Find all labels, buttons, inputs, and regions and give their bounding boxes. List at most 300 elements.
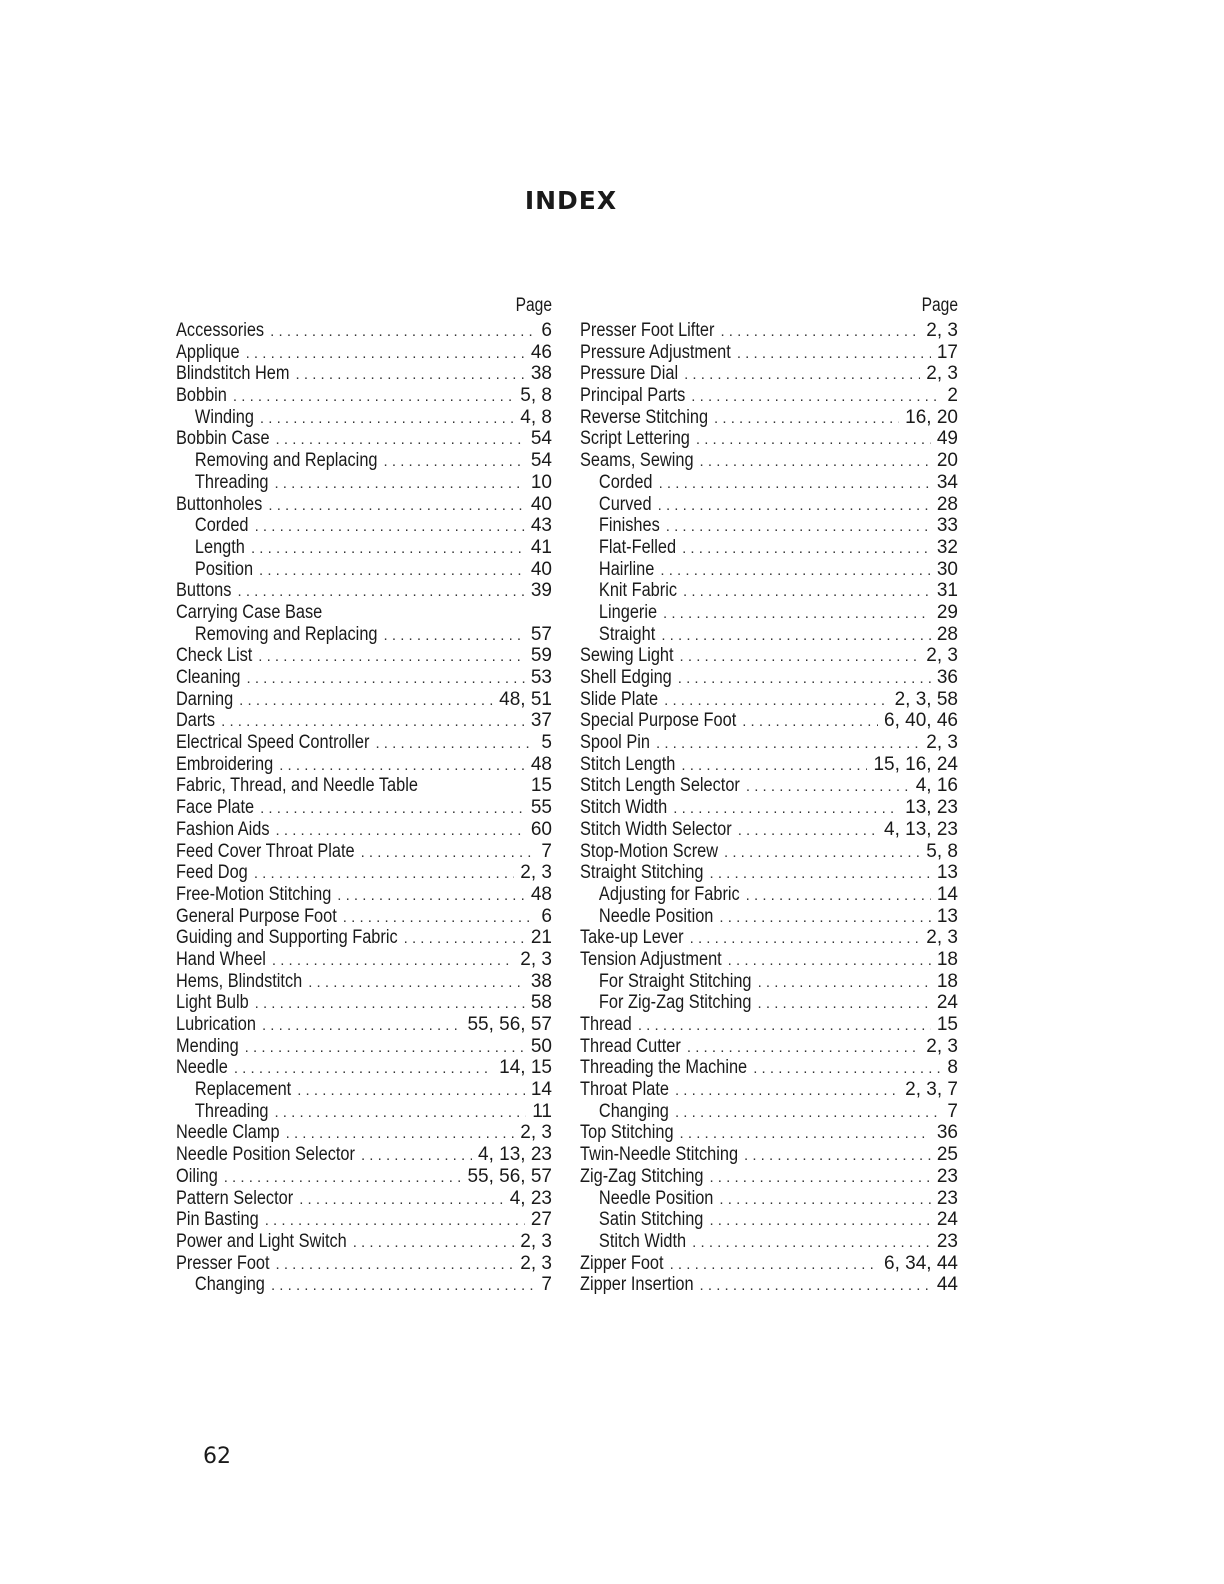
index-term: Top Stitching: [580, 1122, 674, 1144]
index-entry: [176, 1079, 552, 1101]
index-page-ref: 54: [530, 428, 552, 450]
index-page-ref: 13, 23: [905, 797, 958, 819]
index-page-ref: 6, 34, 44: [884, 1252, 958, 1274]
index-page-ref: 49: [936, 428, 958, 450]
dot-leader: [682, 538, 931, 559]
index-page-ref: 37: [530, 710, 552, 732]
index-entry: [580, 906, 958, 928]
index-page-ref: 6: [541, 320, 552, 341]
index-page-ref: 18: [936, 948, 958, 970]
dot-leader: [247, 668, 525, 689]
index-page-ref: 48, 51: [499, 688, 552, 710]
dot-leader: [270, 321, 535, 342]
index-page-ref: 16, 20: [905, 406, 958, 428]
index-page-ref: 2, 3: [520, 862, 552, 884]
index-entry: [580, 645, 958, 667]
index-page-ref: 31: [936, 580, 958, 602]
index-term: Threading: [194, 1100, 269, 1122]
dot-leader: [274, 473, 524, 494]
index-page-ref: 2, 3: [520, 1252, 552, 1274]
index-entry: [176, 645, 552, 667]
index-page-ref: 2, 3, 58: [894, 688, 958, 710]
index-page-ref: 4, 23: [509, 1187, 552, 1209]
index-page-ref: 29: [936, 601, 958, 623]
index-term: Fashion Aids: [176, 818, 270, 840]
index-term: Needle Position: [598, 1187, 714, 1209]
index-page-ref: 6, 40, 46: [884, 710, 958, 732]
dot-leader: [663, 603, 931, 624]
index-page-ref: 39: [530, 580, 552, 602]
index-term: Changing: [194, 1274, 265, 1296]
index-page-ref: 7: [541, 1274, 552, 1296]
index-term: Darts: [176, 710, 216, 732]
index-term: Take-up Lever: [580, 927, 684, 949]
index-term: Zipper Insertion: [580, 1274, 694, 1296]
dot-leader: [664, 690, 889, 711]
index-page-ref: 38: [530, 363, 552, 385]
index-entry-list: [580, 320, 958, 1296]
index-term: Bobbin: [176, 385, 227, 407]
index-page-ref: 48: [530, 883, 552, 905]
index-term: Fabric, Thread, and Needle Table: [176, 775, 418, 797]
index-page-ref: 8: [947, 1057, 958, 1079]
index-entry: [580, 1144, 958, 1166]
dot-leader: [680, 1123, 931, 1144]
dot-leader: [375, 733, 535, 754]
index-entry: [580, 1231, 958, 1253]
dot-leader: [675, 1102, 941, 1123]
dot-leader: [246, 343, 525, 364]
index-page-ref: 17: [936, 341, 958, 363]
dot-leader: [384, 451, 525, 472]
index-page-ref: 55, 56, 57: [467, 1014, 552, 1035]
index-term: Zipper Foot: [580, 1252, 664, 1274]
index-entry: [176, 1122, 552, 1144]
index-term: Feed Cover Throat Plate: [176, 840, 355, 862]
index-term: Removing and Replacing: [194, 623, 378, 645]
index-entry: [580, 710, 958, 732]
index-page-ref: 4, 8: [520, 406, 552, 428]
dot-leader: [753, 1058, 941, 1079]
index-page-ref: 23: [936, 1230, 958, 1252]
dot-leader: [276, 429, 525, 450]
dot-leader: [690, 928, 921, 949]
index-page-ref: 54: [530, 450, 552, 472]
index-term: Position: [194, 558, 254, 580]
index-entry: [580, 1122, 958, 1144]
dot-leader: [696, 429, 931, 450]
dot-leader: [700, 451, 931, 472]
dot-leader: [260, 798, 525, 819]
index-term: Script Lettering: [580, 428, 690, 450]
dot-leader: [692, 1232, 931, 1253]
dot-leader: [700, 1275, 931, 1296]
index-entry: [580, 1057, 958, 1079]
index-term: Accessories: [176, 320, 265, 341]
index-term: Spool Pin: [580, 732, 650, 754]
index-term: Oiling: [176, 1165, 218, 1187]
index-term: Corded: [598, 471, 653, 493]
dot-leader: [670, 1254, 878, 1275]
index-term: Pressure Adjustment: [580, 341, 731, 363]
index-title: INDEX: [524, 186, 618, 215]
index-page-ref: 2, 3: [926, 320, 958, 341]
index-entry: [580, 320, 958, 342]
index-term: Bobbin Case: [176, 428, 270, 450]
index-entry: [176, 580, 552, 602]
index-term: Buttons: [176, 580, 232, 602]
dot-leader: [276, 820, 525, 841]
dot-leader: [251, 538, 525, 559]
index-entry: [580, 949, 958, 971]
index-term: Principal Parts: [580, 385, 686, 407]
index-term: Threading the Machine: [580, 1057, 748, 1079]
index-entry: [580, 667, 958, 689]
index-entry: [580, 1274, 958, 1296]
index-term: Corded: [194, 515, 249, 537]
dot-leader: [742, 711, 878, 732]
dot-leader: [286, 1123, 515, 1144]
index-term: Needle Clamp: [176, 1122, 280, 1144]
index-entry: [176, 515, 552, 537]
index-term: Free-Motion Stitching: [176, 883, 332, 905]
index-entry: [580, 971, 958, 993]
index-entry: [176, 320, 552, 342]
index-entry: [580, 797, 958, 819]
dot-leader: [276, 1254, 515, 1275]
index-entry: [176, 494, 552, 516]
index-entry: [176, 775, 552, 797]
index-term: Winding: [194, 406, 254, 428]
index-page-ref: 43: [530, 515, 552, 537]
index-page-ref: 34: [936, 471, 958, 493]
index-page-ref: 25: [936, 1144, 958, 1166]
index-term: Thread Cutter: [580, 1035, 681, 1057]
index-term: Buttonholes: [176, 493, 263, 515]
index-term: Slide Plate: [580, 688, 659, 710]
index-term: Stitch Width: [580, 797, 668, 819]
dot-leader: [687, 1037, 920, 1058]
index-term: Darning: [176, 688, 234, 710]
index-page-ref: 13: [936, 905, 958, 927]
index-page-ref: 27: [530, 1209, 552, 1231]
index-entry: [580, 1079, 958, 1101]
index-page-ref: 55, 56, 57: [467, 1165, 552, 1187]
index-term: Pattern Selector: [176, 1187, 294, 1209]
index-page-ref: 14, 15: [499, 1057, 552, 1079]
dot-leader: [254, 863, 514, 884]
index-page-ref: 44: [936, 1274, 958, 1296]
index-entry: [176, 927, 552, 949]
index-term: Feed Dog: [176, 862, 248, 884]
index-entry: [580, 1209, 958, 1231]
index-term: General Purpose Foot: [176, 905, 337, 927]
index-entry: [176, 754, 552, 776]
index-term: Satin Stitching: [598, 1209, 704, 1231]
dot-leader: [258, 646, 525, 667]
dot-leader: [719, 907, 930, 928]
dot-leader: [279, 755, 525, 776]
index-page-ref: 4, 16: [915, 775, 958, 797]
index-term: Hand Wheel: [176, 948, 266, 970]
index-term: Presser Foot: [176, 1252, 270, 1274]
index-page-ref: 40: [530, 558, 552, 580]
index-entry: [176, 710, 552, 732]
index-term: Blindstitch Hem: [176, 363, 290, 385]
dot-leader: [675, 1080, 899, 1101]
index-term: Mending: [176, 1035, 239, 1057]
index-page-ref: 13: [936, 862, 958, 884]
index-entry: [176, 841, 552, 863]
index-entry: [580, 472, 958, 494]
dot-leader: [237, 581, 524, 602]
index-entry: [176, 906, 552, 928]
index-entry: [176, 1209, 552, 1231]
index-term: Face Plate: [176, 797, 255, 819]
index-entry: [176, 1188, 552, 1210]
index-entry: [580, 1188, 958, 1210]
index-term: Embroidering: [176, 753, 274, 775]
dot-leader: [260, 408, 514, 429]
index-term: Guiding and Supporting Fabric: [176, 927, 398, 949]
index-entry: [176, 472, 552, 494]
dot-leader: [691, 386, 941, 407]
index-page-ref: 5, 8: [926, 840, 958, 862]
dot-leader: [709, 1210, 930, 1231]
index-page-ref: 59: [530, 645, 552, 667]
dot-leader: [361, 842, 536, 863]
index-entry: [176, 1231, 552, 1253]
index-term: Sewing Light: [580, 645, 674, 667]
index-term: Cleaning: [176, 667, 241, 688]
index-term: Pin Basting: [176, 1209, 259, 1231]
index-entry: [176, 428, 552, 450]
index-page-ref: 48: [530, 753, 552, 775]
index-entry: [176, 667, 552, 689]
index-term: Lingerie: [598, 601, 658, 623]
dot-leader: [746, 885, 931, 906]
index-entry: [580, 385, 958, 407]
dot-leader: [274, 1102, 526, 1123]
dot-leader: [684, 364, 920, 385]
index-entry: [580, 689, 958, 711]
index-entry: [580, 1101, 958, 1123]
index-page-ref: 23: [936, 1165, 958, 1187]
index-term: Reverse Stitching: [580, 406, 709, 428]
index-entry: [580, 927, 958, 949]
dot-leader: [404, 928, 525, 949]
page-column-header: Page: [515, 295, 552, 316]
index-entry: [580, 1166, 958, 1188]
index-page-ref: 2, 3: [926, 1035, 958, 1057]
dot-leader: [234, 1058, 493, 1079]
index-entry: [176, 537, 552, 559]
dot-leader: [255, 993, 525, 1014]
dot-leader: [271, 1275, 535, 1296]
index-page-ref: 24: [936, 1209, 958, 1231]
dot-leader: [719, 1189, 930, 1210]
index-page-ref: 36: [936, 667, 958, 688]
index-entry: [580, 407, 958, 429]
dot-leader: [738, 820, 878, 841]
index-term: Carrying Case Base: [176, 601, 323, 623]
index-term: Removing and Replacing: [194, 450, 378, 472]
index-term: Seams, Sewing: [580, 450, 694, 472]
index-term: For Straight Stitching: [598, 970, 752, 992]
index-page-ref: 5: [541, 732, 552, 754]
index-term: Stitch Length: [580, 753, 676, 775]
index-term: Finishes: [598, 515, 660, 537]
dot-leader: [296, 364, 525, 385]
index-term: Special Purpose Foot: [580, 710, 737, 732]
index-page-ref: 23: [936, 1187, 958, 1209]
dot-leader: [746, 776, 910, 797]
dot-leader: [343, 907, 536, 928]
index-page-ref: 2, 3: [926, 645, 958, 667]
index-entry: [580, 494, 958, 516]
index-entry: [176, 342, 552, 364]
index-page-ref: 58: [530, 992, 552, 1014]
index-entry: [580, 992, 958, 1014]
index-entry: [580, 363, 958, 385]
index-page-ref: 11: [532, 1100, 552, 1122]
index-page-ref: 55: [530, 797, 552, 819]
index-page-ref: 53: [530, 667, 552, 688]
index-entry: [176, 797, 552, 819]
index-entry: [176, 1274, 552, 1296]
index-term: Needle Position: [598, 905, 714, 927]
index-page-ref: 14: [530, 1079, 552, 1101]
index-term: Thread: [580, 1014, 632, 1035]
dot-leader: [262, 1015, 462, 1036]
index-page-ref: 28: [936, 623, 958, 645]
dot-leader: [737, 343, 931, 364]
index-term: Replacement: [194, 1079, 292, 1101]
index-entry: [176, 1057, 552, 1079]
index-entry: [176, 949, 552, 971]
dot-leader: [709, 863, 930, 884]
index-page-ref: 5, 8: [520, 385, 552, 407]
index-term: Knit Fabric: [598, 580, 678, 602]
index-entry: [580, 884, 958, 906]
dot-leader: [638, 1015, 931, 1036]
index-page-ref: 15: [936, 1014, 958, 1035]
index-page-ref: 18: [936, 970, 958, 992]
index-page-ref: 2, 3: [520, 948, 552, 970]
index-entry: [580, 1036, 958, 1058]
index-entry: [580, 624, 958, 646]
index-column-right: [580, 292, 958, 1296]
index-page-ref: 2, 3: [520, 1230, 552, 1252]
index-entry: [176, 1253, 552, 1275]
dot-leader: [758, 993, 931, 1014]
index-page-ref: 2, 3: [926, 363, 958, 385]
index-entry: [176, 884, 552, 906]
index-entry: [176, 1036, 552, 1058]
index-term: Length: [194, 536, 245, 558]
index-page-ref: 2: [947, 385, 958, 407]
dot-leader: [265, 1210, 525, 1231]
index-entry: [176, 971, 552, 993]
index-entry: [176, 992, 552, 1014]
index-term: Tension Adjustment: [580, 948, 722, 970]
index-page-ref: 15, 16, 24: [873, 753, 958, 775]
index-entry: [580, 732, 958, 754]
index-page-ref: 24: [936, 992, 958, 1014]
dot-leader: [683, 581, 931, 602]
dot-leader: [239, 690, 493, 711]
index-page-ref: 20: [936, 450, 958, 472]
index-term: Throat Plate: [580, 1079, 670, 1101]
dot-leader: [297, 1080, 525, 1101]
dot-leader: [299, 1189, 504, 1210]
index-entry: [580, 1014, 958, 1036]
index-page-ref: 40: [530, 493, 552, 515]
index-entry: [176, 819, 552, 841]
dot-leader: [255, 516, 525, 537]
index-column-left: [176, 292, 552, 1296]
index-entry: [176, 732, 552, 754]
dot-leader: [724, 842, 920, 863]
index-entry: [176, 689, 552, 711]
dot-leader: [660, 560, 930, 581]
index-entry: [176, 363, 552, 385]
dot-leader: [659, 473, 931, 494]
page-number: 62: [203, 1444, 231, 1469]
dot-leader: [661, 625, 931, 646]
index-term: Needle Position Selector: [176, 1144, 355, 1166]
dot-leader: [656, 733, 920, 754]
index-term: Stop-Motion Screw: [580, 840, 719, 862]
index-page-ref: 41: [530, 536, 552, 558]
index-entry: [580, 559, 958, 581]
index-page-ref: 2, 3: [926, 732, 958, 754]
index-term: For Zig-Zag Stitching: [598, 992, 752, 1014]
dot-leader: [678, 668, 931, 689]
index-entry: [580, 775, 958, 797]
dot-leader: [224, 1167, 462, 1188]
index-entry: [580, 862, 958, 884]
index-entry: [176, 602, 552, 624]
index-term: Zig-Zag Stitching: [580, 1165, 704, 1187]
index-term: Changing: [598, 1100, 669, 1122]
index-entry: [176, 1101, 552, 1123]
index-page-ref: 30: [936, 558, 958, 580]
index-entry: [176, 559, 552, 581]
dot-leader: [658, 495, 931, 516]
index-term: Hairline: [598, 558, 655, 580]
index-page-ref: 32: [936, 536, 958, 558]
index-term: Threading: [194, 471, 269, 493]
index-term: Adjusting for Fabric: [598, 883, 740, 905]
index-term: Stitch Width: [598, 1230, 687, 1252]
index-entry: [580, 754, 958, 776]
index-entry: [176, 385, 552, 407]
index-term: Straight: [598, 623, 656, 645]
index-term: Electrical Speed Controller: [176, 732, 370, 754]
index-term: Straight Stitching: [580, 862, 704, 884]
index-page-ref: 21: [530, 927, 552, 949]
dot-leader: [709, 1167, 930, 1188]
index-term: Pressure Dial: [580, 363, 679, 385]
index-entry: [176, 450, 552, 472]
index-term: Check List: [176, 645, 253, 667]
dot-leader: [272, 950, 514, 971]
index-term: Stitch Width Selector: [580, 818, 732, 840]
index-entry: [580, 537, 958, 559]
index-page-ref: 14: [936, 883, 958, 905]
index-entry: [580, 428, 958, 450]
